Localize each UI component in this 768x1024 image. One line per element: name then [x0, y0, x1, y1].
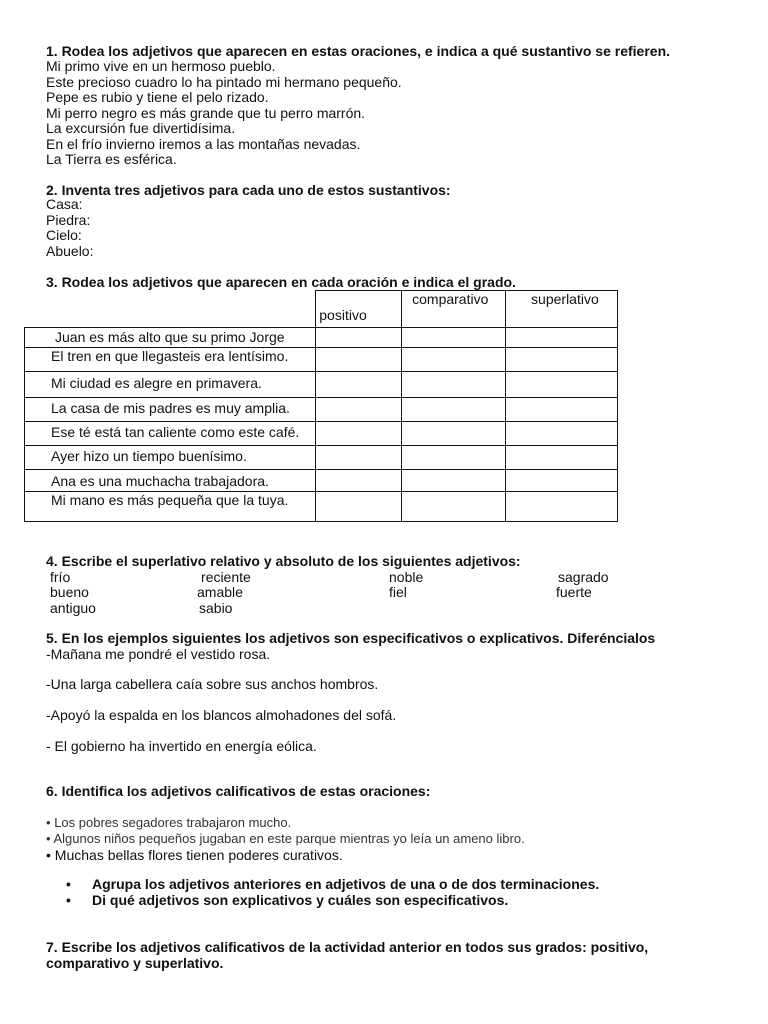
- table-row: [25, 398, 618, 422]
- noun-cielo: Cielo:: [46, 227, 82, 243]
- exercise-6-sentences: [46, 815, 525, 863]
- answer-cell-superlativo[interactable]: [506, 470, 618, 492]
- answer-cell-comparativo[interactable]: [402, 492, 506, 522]
- exercise-3-title: 3. Rodea los adjetivos que aparecen en cada oración e indica el grado.: [46, 274, 516, 290]
- answer-cell-superlativo[interactable]: [506, 422, 618, 446]
- list-item: [46, 815, 525, 831]
- answer-cell-comparativo[interactable]: [402, 446, 506, 470]
- exercise-7-title-line: comparativo y superlativo.: [46, 955, 224, 971]
- header-empty-cell: [25, 291, 316, 328]
- exercise-1-sentences: [46, 59, 402, 168]
- table-row: [25, 348, 618, 372]
- answer-cell-positivo[interactable]: [316, 398, 402, 422]
- answer-cell-positivo[interactable]: [316, 446, 402, 470]
- bullet-icon: •: [66, 892, 71, 908]
- sentence: Mi primo vive en un hermoso pueblo.: [46, 58, 276, 74]
- table-row: [25, 446, 618, 470]
- exercise-6-tasks: [66, 876, 599, 908]
- list-item-text: Muchas bellas flores tienen poderes curativos.: [54, 847, 343, 863]
- exercise-5-title: 5. En los ejemplos siguientes los adjetivos son especificativos o explicativos. Diferéncialos: [46, 630, 656, 646]
- exercise-4-title: 4. Escribe el superlativo relativo y absoluto de los siguientes adjetivos:: [46, 553, 521, 569]
- table-sentence: El tren en que llegasteis era lentísimo.: [25, 348, 316, 372]
- exercise-2-nouns: [46, 197, 93, 259]
- table-sentence: Juan es más alto que su primo Jorge: [25, 328, 316, 348]
- task-item: [66, 876, 599, 892]
- answer-cell-superlativo[interactable]: [506, 348, 618, 372]
- sentence: Este precioso cuadro lo ha pintado mi hermano pequeño.: [46, 73, 402, 90]
- sentence: Mi perro negro es más grande que tu perro marrón.: [46, 104, 366, 121]
- answer-cell-positivo[interactable]: [316, 372, 402, 398]
- exercise-7-title-line: 7. Escribe los adjetivos calificativos de la actividad anterior en todos sus grados: positivo,: [46, 939, 649, 955]
- table-sentence: Ayer hizo un tiempo buenísimo.: [25, 446, 316, 470]
- header-superlativo: superlativo: [506, 291, 618, 328]
- noun-abuelo: Abuelo:: [46, 242, 94, 259]
- table-sentence: Mi ciudad es alegre en primavera.: [25, 372, 316, 398]
- answer-cell-positivo[interactable]: [316, 470, 402, 492]
- example-sentence: -Apoyó la espalda en los blancos almohadones del sofá.: [46, 707, 397, 723]
- list-item: [46, 831, 525, 847]
- adjective-fuerte: fuerte: [556, 584, 592, 600]
- table-row: [25, 372, 618, 398]
- table-row: [25, 328, 618, 348]
- adjective-noble: noble: [389, 569, 424, 585]
- adjective-antiguo: antiguo: [50, 600, 96, 616]
- exercise-2-title: 2. Inventa tres adjetivos para cada uno de estos sustantivos:: [46, 182, 451, 198]
- bullet-icon: •: [66, 876, 71, 892]
- sentence: En el frío invierno iremos a las montañas nevadas.: [46, 135, 361, 152]
- example-sentence: - El gobierno ha invertido en energía eólica.: [46, 738, 317, 754]
- adjective-bueno: bueno: [50, 584, 89, 600]
- answer-cell-superlativo[interactable]: [506, 372, 618, 398]
- sentence: La Tierra es esférica.: [46, 151, 177, 167]
- adjective-amable: amable: [197, 584, 243, 600]
- bullet-icon: •: [46, 815, 51, 830]
- answer-cell-comparativo[interactable]: [402, 422, 506, 446]
- answer-cell-positivo[interactable]: [316, 328, 402, 348]
- adjective-sabio: sabio: [199, 600, 233, 616]
- list-item-text: Algunos niños pequeños jugaban en este parque mientras yo leía un ameno libro.: [53, 831, 525, 846]
- answer-cell-superlativo[interactable]: [506, 446, 618, 470]
- table-sentence: La casa de mis padres es muy amplia.: [25, 398, 316, 422]
- bullet-icon: •: [46, 847, 51, 863]
- answer-cell-positivo[interactable]: [316, 422, 402, 446]
- noun-piedra: Piedra:: [46, 211, 91, 228]
- answer-cell-positivo[interactable]: [316, 492, 402, 522]
- answer-cell-comparativo[interactable]: [402, 348, 506, 372]
- adjective-frio: frío: [50, 569, 71, 585]
- adjective-sagrado: sagrado: [558, 569, 609, 585]
- grade-table: [24, 290, 618, 522]
- table-sentence: Mi mano es más pequeña que la tuya.: [25, 492, 316, 522]
- list-item-text: Los pobres segadores trabajaron mucho.: [54, 815, 292, 830]
- answer-cell-comparativo[interactable]: [402, 372, 506, 398]
- answer-cell-comparativo[interactable]: [402, 470, 506, 492]
- task-text: Di qué adjetivos son explicativos y cuáles son especificativos.: [92, 892, 509, 908]
- answer-cell-comparativo[interactable]: [402, 398, 506, 422]
- noun-casa: Casa:: [46, 196, 83, 212]
- exercise-1-title: 1. Rodea los adjetivos que aparecen en estas oraciones, e indica a qué sustantivo se refieren.: [46, 43, 671, 59]
- answer-cell-superlativo[interactable]: [506, 398, 618, 422]
- table-row: [25, 422, 618, 446]
- table-row: [25, 492, 618, 522]
- sentence: La excursión fue divertidísima.: [46, 120, 236, 136]
- table-sentence: Ese té está tan caliente como este café.: [25, 422, 316, 446]
- sentence: Pepe es rubio y tiene el pelo rizado.: [46, 89, 269, 105]
- task-text: Agrupa los adjetivos anteriores en adjetivos de una o de dos terminaciones.: [92, 876, 600, 892]
- list-item: [46, 847, 525, 863]
- table-row: [25, 470, 618, 492]
- header-positivo: positivo: [316, 291, 402, 328]
- exercise-7-title: [46, 939, 648, 971]
- answer-cell-superlativo[interactable]: [506, 492, 618, 522]
- example-sentence: -Mañana me pondré el vestido rosa.: [46, 646, 271, 662]
- header-comparativo: comparativo: [402, 291, 506, 328]
- answer-cell-positivo[interactable]: [316, 348, 402, 372]
- bullet-icon: •: [46, 831, 51, 846]
- adjective-reciente: reciente: [201, 569, 251, 585]
- adjective-fiel: fiel: [389, 584, 407, 600]
- table-sentence: Ana es una muchacha trabajadora.: [25, 470, 316, 492]
- answer-cell-comparativo[interactable]: [402, 328, 506, 348]
- answer-cell-superlativo[interactable]: [506, 328, 618, 348]
- example-sentence: -Una larga cabellera caía sobre sus anchos hombros.: [46, 676, 379, 692]
- task-item: [66, 892, 599, 908]
- grade-table-header-row: [25, 291, 618, 328]
- exercise-6-title: 6. Identifica los adjetivos calificativos de estas oraciones:: [46, 783, 431, 799]
